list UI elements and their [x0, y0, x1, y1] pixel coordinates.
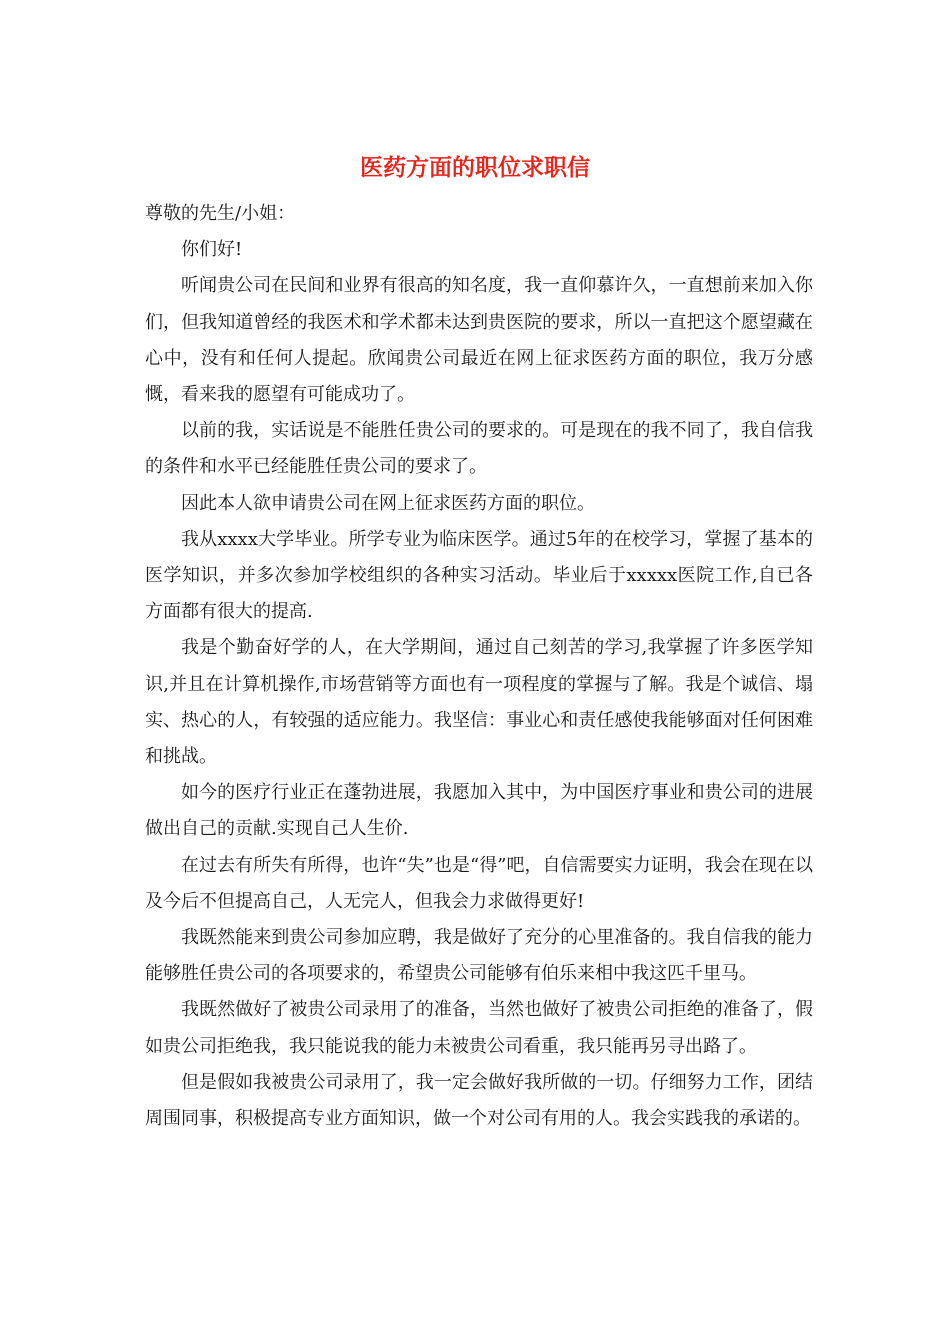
paragraph-greeting: 你们好!	[181, 239, 243, 261]
paragraph-application: 因此本人欲申请贵公司在网上征求医药方面的职位。	[181, 492, 595, 514]
paragraph-commitment: 但是假如我被贵公司录用了，我一定会做好我所做的一切。仔细努力工作，团结周围同事，积极提高专业方面知识，做一个对公司有用的人。我会实践我的承诺的。	[145, 1071, 813, 1130]
paragraph-reputation: 听闻贵公司在民间和业界有很高的知名度，我一直仰慕许久，一直想前来加入你们，但我知道曾经的我医术和学术都未达到贵医院的要求，所以一直把这个愿望藏在心中，没有和任何人提起。欣闻贵公司最近在网上征求医药方面的职位，我万分感慨，看来我的愿望有可能成功了。	[145, 275, 813, 406]
paragraph-rejection: 我既然做好了被贵公司录用了的准备，当然也做好了被贵公司拒绝的准备了，假如贵公司拒绝我，我只能说我的能力未被贵公司看重，我只能再另寻出路了。	[145, 999, 813, 1057]
document-title: 医药方面的职位求职信	[360, 154, 590, 181]
paragraph-education: 我从xxxx大学毕业。所学专业为临床医学。通过5年的在校学习，掌握了基本的医学知识，并多次参加学校组织的各种实习活动。毕业后于xxxxx医院工作,自已各方面都有很大的提高.	[145, 528, 813, 623]
paragraph-preparation: 我既然能来到贵公司参加应聘，我是做好了充分的心里准备的。我自信我的能力能够胜任贵公司的各项要求的，希望贵公司能够有伯乐来相中我这匹千里马。	[145, 927, 813, 985]
paragraph-gain-loss: 在过去有所失有所得，也许“失”也是“得”吧，自信需要实力证明，我会在现在以及今后不但提高自己，人无完人，但我会力求做得更好!	[145, 854, 813, 912]
letter-body	[145, 196, 813, 1137]
paragraph-personality: 我是个勤奋好学的人，在大学期间，通过自己刻苦的学习,我掌握了许多医学知识,并且在计算机操作,市场营销等方面也有一项程度的掌握与了解。我是个诚信、塌实、热心的人，有较强的适应能力。我坚信：事业心和责任感使我能够面对任何困难和挑战。	[145, 637, 813, 768]
paragraph-industry: 如今的医疗行业正在蓬勃进展，我愿加入其中，为中国医疗事业和贵公司的进展做出自己的贡献.实现自己人生价.	[145, 782, 813, 840]
paragraph-past-self: 以前的我，实话说是不能胜任贵公司的要求的。可是现在的我不同了，我自信我的条件和水平已经能胜任贵公司的要求了。	[145, 420, 813, 478]
salutation: 尊敬的先生/小姐：	[145, 203, 296, 224]
